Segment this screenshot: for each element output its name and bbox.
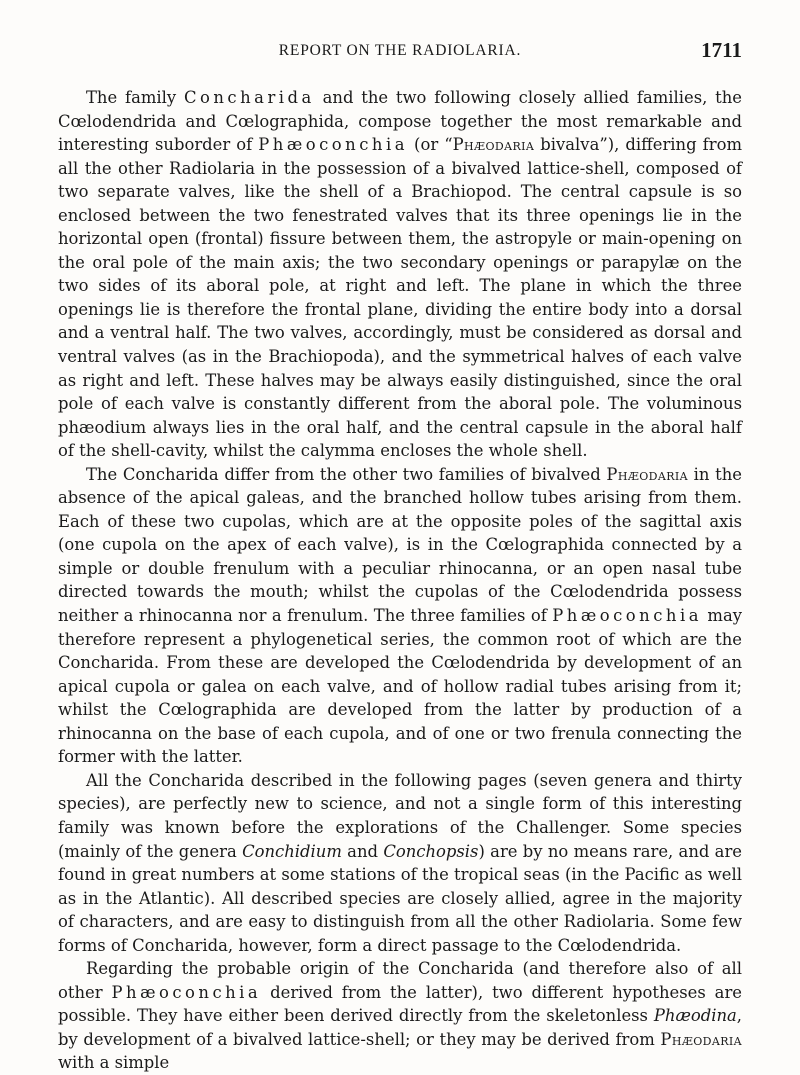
text-run: The family — [86, 88, 184, 107]
page-header — [58, 38, 742, 68]
text-run: All the Concharida described in the following pages (seven genera and thirty species), are perfectly new to science, and not a single form of this interesting family was known before the explorations of the Challenger. Some species (mainly of the genera — [58, 770, 742, 861]
genus-name: Conchopsis — [383, 841, 479, 861]
running-title: REPORT ON THE RADIOLARIA. — [278, 42, 522, 59]
text-run: and — [341, 841, 384, 861]
paragraph-3 — [58, 769, 742, 957]
paragraph-2 — [58, 463, 742, 769]
small-caps-term: Phæodaria — [606, 464, 689, 484]
text-run: (or “ — [407, 135, 453, 155]
text-run: in the absence of the apical galeas, and the branched hollow tubes arising from them. Each of these two cupolas, which are at the opposite poles of the sagittal axis (one cupola on the apex of each valve), is in the Cœlographida connected by a simple or double frenulum with a peculiar rhinocanna, or an open nasal tube directed towards the mouth; whilst the cupolas of the Cœlodendrida possess neither a rhinocanna nor a frenulum. The three families of — [58, 464, 742, 626]
small-caps-term: Phæodaria — [452, 135, 535, 155]
body-text — [58, 86, 742, 1075]
text-run: ) are by no means rare, and are found in great numbers at some stations of the tropical seas (in the Pacific as well as in the Atlantic). All described species are closely allied, agree in the majority of characters, and are easy to distinguish from all the other Radiolaria. Some few forms of Concharida, however, form a direct passage to the Cœlodendrida. — [58, 841, 742, 955]
text-run: derived from the latter), two different hypotheses are possible. They have either been derived directly from the skeletonless — [58, 982, 742, 1026]
text-run: , by development of a bivalved lattice-shell; or they may be derived from — [58, 1006, 742, 1049]
taxon-name: Phæodina — [653, 1006, 737, 1026]
genus-name: Conchidium — [242, 841, 342, 861]
suborder-name-spaced: Phæoconchia — [552, 606, 702, 626]
family-name-spaced: Concharida — [183, 88, 315, 107]
small-caps-term: Phæodaria — [660, 1029, 742, 1049]
text-run: Regarding the probable origin of the Concharida (and therefore also of all other — [58, 959, 742, 1002]
page-number: 1711 — [701, 38, 742, 62]
text-run: with a simple — [58, 1053, 170, 1073]
paragraph-1 — [58, 86, 742, 463]
suborder-name-spaced: Phæoconchia — [258, 135, 408, 155]
paragraph-4 — [58, 957, 742, 1075]
text-run: The Concharida differ from the other two families of bivalved — [86, 464, 607, 484]
text-run: may therefore represent a phylogenetical series, the common root of which are the Concharida. From these are developed the Cœlodendrida by development of an apical cupola or galea on each valve, and of hollow radial tubes arising from it; whilst the Cœlographida are developed from the latter by production of a rhinocanna on the base of each cupola, and of one or two frenula connecting the former with the latter. — [58, 606, 742, 767]
text-run: bivalva”), differing from all the other Radiolaria in the possession of a bivalved lattice-shell, composed of two separate valves, like the shell of a Brachiopod. The central capsule is so enclosed between the two fenestrated valves that its three openings lie in the horizontal open (frontal) fissure between them, the astropyle or main-opening on the oral pole of the main axis; the two secondary openings or parapylæ on the two sides of its aboral pole, at right and left. The plane in which the three openings lie is therefore the frontal plane, dividing the entire body into a dorsal and a ventral half. The two valves, accordingly, must be considered as dorsal and ventral valves (as in the Brachiopoda), and the symmetrical halves of each valve as right and left. These halves may be always easily distinguished, since the oral pole of each valve is constantly different from the aboral pole. The voluminous phæodium always lies in the oral half, and the central capsule in the aboral half of the shell-cavity, whilst the calymma encloses the whole shell. — [58, 135, 742, 461]
suborder-name-spaced: Phæoconchia — [111, 982, 262, 1002]
text-run: and the two following closely allied families, the Cœlodendrida and Cœlographida, compose together the most remarkable and interesting suborder of — [58, 88, 742, 155]
